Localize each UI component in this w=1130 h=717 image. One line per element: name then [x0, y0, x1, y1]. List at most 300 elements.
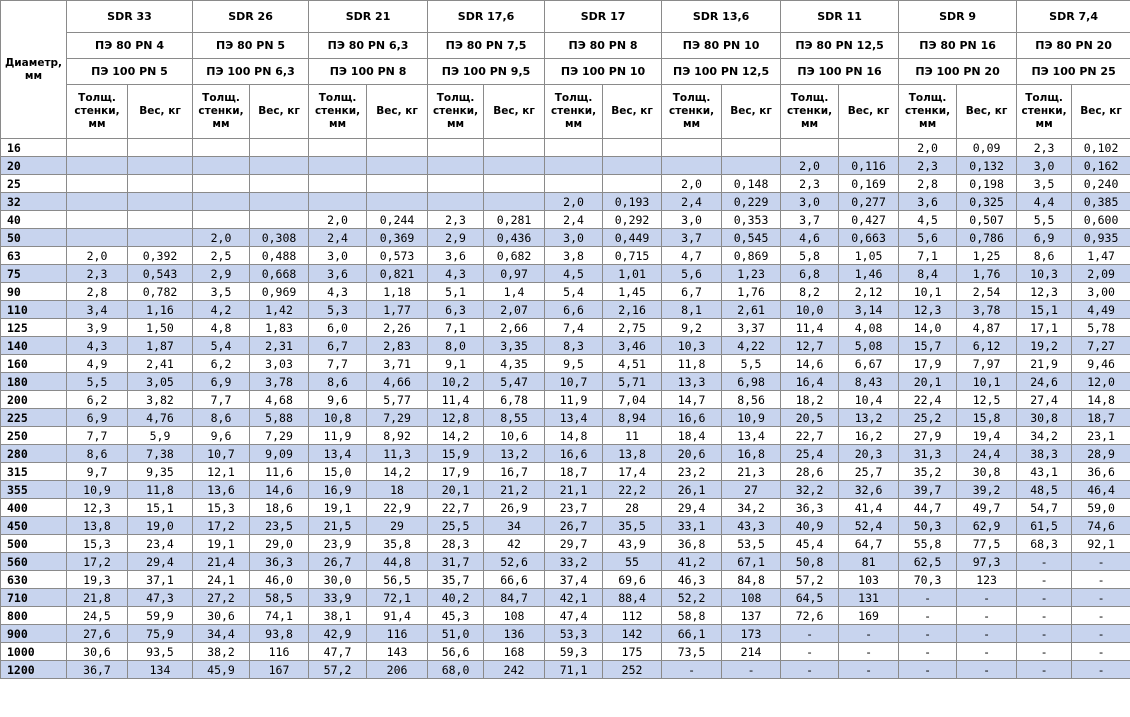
wall-thickness-cell: 3,5: [1017, 175, 1072, 193]
wall-thickness-cell: 2,3: [428, 211, 484, 229]
wall-thickness-cell: 42,1: [545, 589, 603, 607]
weight-cell: 37,1: [128, 571, 193, 589]
wall-thickness-cell: 4,2: [193, 301, 250, 319]
sdr-header: SDR 21: [309, 1, 428, 33]
wall-thickness-cell: 11,9: [545, 391, 603, 409]
weight-cell: 1,25: [957, 247, 1017, 265]
wall-thickness-cell: 41,2: [662, 553, 722, 571]
weight-cell: 0,969: [250, 283, 309, 301]
weight-cell: 0,353: [722, 211, 781, 229]
wall-thickness-cell: 54,7: [1017, 499, 1072, 517]
weight-cell: 5,88: [250, 409, 309, 427]
weight-cell: 0,193: [603, 193, 662, 211]
weight-cell: 2,41: [128, 355, 193, 373]
wall-thickness-cell: 16,4: [781, 373, 839, 391]
wall-thickness-cell: 2,0: [309, 211, 367, 229]
table-row: [1, 553, 1130, 571]
wall-thickness-cell: 15,1: [1017, 301, 1072, 319]
weight-cell: 136: [484, 625, 545, 643]
weight-cell: [128, 211, 193, 229]
wall-thickness-cell: 33,9: [309, 589, 367, 607]
table-row: [1, 463, 1130, 481]
diameter-cell: 280: [1, 445, 67, 463]
weight-cell: 69,6: [603, 571, 662, 589]
sdr-header: SDR 13,6: [662, 1, 781, 33]
wall-thickness-cell: 8,2: [781, 283, 839, 301]
weight-cell: 0,308: [250, 229, 309, 247]
wall-thickness-header: Толщ. стенки, мм: [1017, 85, 1072, 139]
wall-thickness-cell: 19,1: [309, 499, 367, 517]
wall-thickness-cell: [309, 157, 367, 175]
wall-thickness-cell: 6,2: [67, 391, 128, 409]
weight-cell: 29,0: [250, 535, 309, 553]
weight-cell: 19,4: [957, 427, 1017, 445]
wall-thickness-cell: 5,5: [1017, 211, 1072, 229]
wall-thickness-cell: 5,6: [899, 229, 957, 247]
weight-cell: 72,1: [367, 589, 428, 607]
wall-thickness-cell: 6,8: [781, 265, 839, 283]
weight-cell: 137: [722, 607, 781, 625]
wall-thickness-cell: 2,0: [662, 175, 722, 193]
weight-cell: 55: [603, 553, 662, 571]
table-row: [1, 211, 1130, 229]
weight-cell: 36,3: [250, 553, 309, 571]
weight-cell: 173: [722, 625, 781, 643]
wall-thickness-cell: 44,7: [899, 499, 957, 517]
weight-cell: 3,78: [957, 301, 1017, 319]
weight-cell: 3,00: [1072, 283, 1130, 301]
wall-thickness-cell: 23,9: [309, 535, 367, 553]
diameter-cell: 200: [1, 391, 67, 409]
weight-cell: 0,869: [722, 247, 781, 265]
weight-cell: 1,05: [839, 247, 899, 265]
weight-cell: [839, 139, 899, 157]
weight-cell: 20,3: [839, 445, 899, 463]
weight-cell: 0,369: [367, 229, 428, 247]
weight-cell: 5,5: [722, 355, 781, 373]
weight-cell: 0,488: [250, 247, 309, 265]
weight-cell: 27: [722, 481, 781, 499]
wall-thickness-cell: 8,0: [428, 337, 484, 355]
weight-cell: 167: [250, 661, 309, 679]
table-row: [1, 139, 1130, 157]
weight-cell: 46,4: [1072, 481, 1130, 499]
wall-thickness-cell: [662, 139, 722, 157]
wall-thickness-cell: 2,0: [67, 247, 128, 265]
wall-thickness-cell: 45,9: [193, 661, 250, 679]
weight-cell: [128, 193, 193, 211]
weight-cell: [128, 229, 193, 247]
wall-thickness-cell: 16,6: [545, 445, 603, 463]
weight-cell: 8,56: [722, 391, 781, 409]
wall-thickness-cell: 2,0: [193, 229, 250, 247]
wall-thickness-cell: 2,3: [1017, 139, 1072, 157]
weight-cell: 0,507: [957, 211, 1017, 229]
wall-thickness-cell: 8,6: [309, 373, 367, 391]
weight-cell: -: [839, 661, 899, 679]
wall-thickness-cell: 2,0: [899, 139, 957, 157]
weight-cell: 88,4: [603, 589, 662, 607]
wall-thickness-cell: 22,7: [428, 499, 484, 517]
weight-cell: 4,22: [722, 337, 781, 355]
wall-thickness-cell: 47,7: [309, 643, 367, 661]
wall-thickness-cell: 4,4: [1017, 193, 1072, 211]
weight-cell: 5,78: [1072, 319, 1130, 337]
weight-cell: 0,385: [1072, 193, 1130, 211]
weight-cell: 13,2: [839, 409, 899, 427]
weight-cell: 108: [722, 589, 781, 607]
wall-thickness-cell: 3,5: [193, 283, 250, 301]
wall-thickness-cell: 17,1: [1017, 319, 1072, 337]
diameter-cell: 125: [1, 319, 67, 337]
weight-cell: 8,92: [367, 427, 428, 445]
weight-cell: 2,66: [484, 319, 545, 337]
wall-thickness-cell: -: [1017, 643, 1072, 661]
weight-cell: 2,83: [367, 337, 428, 355]
weight-cell: 1,83: [250, 319, 309, 337]
wall-thickness-cell: 9,2: [662, 319, 722, 337]
sdr-header: SDR 33: [67, 1, 193, 33]
wall-thickness-cell: 9,6: [309, 391, 367, 409]
wall-thickness-cell: 8,3: [545, 337, 603, 355]
diameter-cell: 63: [1, 247, 67, 265]
wall-thickness-cell: [67, 211, 128, 229]
wall-thickness-cell: 10,9: [67, 481, 128, 499]
weight-cell: 9,46: [1072, 355, 1130, 373]
weight-cell: 1,87: [128, 337, 193, 355]
wall-thickness-cell: 19,3: [67, 571, 128, 589]
weight-cell: 0,325: [957, 193, 1017, 211]
weight-cell: [484, 175, 545, 193]
diameter-cell: 40: [1, 211, 67, 229]
table-row: [1, 355, 1130, 373]
wall-thickness-cell: [193, 139, 250, 157]
table-row: [1, 157, 1130, 175]
wall-thickness-cell: 26,1: [662, 481, 722, 499]
wall-thickness-cell: 47,4: [545, 607, 603, 625]
wall-thickness-cell: 12,3: [899, 301, 957, 319]
wall-thickness-cell: 6,6: [545, 301, 603, 319]
wall-thickness-cell: 13,6: [193, 481, 250, 499]
wall-thickness-cell: 30,6: [193, 607, 250, 625]
weight-cell: 6,78: [484, 391, 545, 409]
wall-thickness-cell: 18,2: [781, 391, 839, 409]
table-row: [1, 409, 1130, 427]
wall-thickness-cell: 48,5: [1017, 481, 1072, 499]
weight-cell: 1,45: [603, 283, 662, 301]
wall-thickness-cell: 3,0: [662, 211, 722, 229]
weight-cell: 0,09: [957, 139, 1017, 157]
weight-cell: [250, 175, 309, 193]
wall-thickness-cell: 34,2: [1017, 427, 1072, 445]
pe80-header: ПЭ 80 PN 10: [662, 33, 781, 59]
diameter-cell: 25: [1, 175, 67, 193]
weight-cell: 7,27: [1072, 337, 1130, 355]
wall-thickness-cell: 14,7: [662, 391, 722, 409]
weight-cell: 23,5: [250, 517, 309, 535]
wall-thickness-cell: 3,0: [545, 229, 603, 247]
wall-thickness-cell: 11,9: [309, 427, 367, 445]
table-row: [1, 247, 1130, 265]
table-row: [1, 229, 1130, 247]
weight-cell: 16,7: [484, 463, 545, 481]
weight-cell: -: [1072, 607, 1130, 625]
weight-cell: 242: [484, 661, 545, 679]
wall-thickness-cell: 27,6: [67, 625, 128, 643]
pe80-header: ПЭ 80 PN 16: [899, 33, 1017, 59]
table-row: [1, 319, 1130, 337]
weight-cell: 4,49: [1072, 301, 1130, 319]
wall-thickness-cell: 23,7: [545, 499, 603, 517]
weight-cell: [722, 139, 781, 157]
wall-thickness-cell: [781, 139, 839, 157]
weight-cell: -: [1072, 643, 1130, 661]
weight-cell: 0,244: [367, 211, 428, 229]
wall-thickness-cell: [309, 175, 367, 193]
weight-cell: 97,3: [957, 553, 1017, 571]
wall-thickness-header: Толщ. стенки, мм: [545, 85, 603, 139]
pe100-header: ПЭ 100 PN 25: [1017, 59, 1130, 85]
weight-cell: 2,16: [603, 301, 662, 319]
wall-thickness-cell: 12,3: [67, 499, 128, 517]
weight-cell: 1,77: [367, 301, 428, 319]
wall-thickness-cell: 6,9: [1017, 229, 1072, 247]
weight-cell: 3,37: [722, 319, 781, 337]
weight-cell: 15,1: [128, 499, 193, 517]
weight-cell: 12,5: [957, 391, 1017, 409]
wall-thickness-cell: 15,3: [67, 535, 128, 553]
wall-thickness-cell: [193, 157, 250, 175]
wall-thickness-cell: 17,9: [428, 463, 484, 481]
wall-thickness-cell: 2,5: [193, 247, 250, 265]
wall-thickness-cell: 59,3: [545, 643, 603, 661]
weight-cell: 175: [603, 643, 662, 661]
wall-thickness-cell: 4,3: [309, 283, 367, 301]
weight-cell: [128, 175, 193, 193]
wall-thickness-cell: 2,0: [545, 193, 603, 211]
wall-thickness-cell: 8,4: [899, 265, 957, 283]
weight-cell: 1,76: [722, 283, 781, 301]
pe80-header: ПЭ 80 PN 7,5: [428, 33, 545, 59]
wall-thickness-cell: 31,7: [428, 553, 484, 571]
wall-thickness-cell: 27,2: [193, 589, 250, 607]
weight-cell: 67,1: [722, 553, 781, 571]
weight-cell: 59,0: [1072, 499, 1130, 517]
table-row: [1, 391, 1130, 409]
wall-thickness-cell: 21,5: [309, 517, 367, 535]
sdr-header: SDR 17: [545, 1, 662, 33]
weight-cell: -: [957, 607, 1017, 625]
wall-thickness-cell: 20,6: [662, 445, 722, 463]
weight-cell: 34,2: [722, 499, 781, 517]
weight-cell: 1,50: [128, 319, 193, 337]
weight-cell: 0,427: [839, 211, 899, 229]
weight-cell: 1,47: [1072, 247, 1130, 265]
weight-cell: 4,66: [367, 373, 428, 391]
weight-cell: [250, 157, 309, 175]
wall-thickness-cell: 46,3: [662, 571, 722, 589]
weight-cell: 0,132: [957, 157, 1017, 175]
wall-thickness-cell: 19,2: [1017, 337, 1072, 355]
wall-thickness-cell: 43,1: [1017, 463, 1072, 481]
wall-thickness-cell: 45,3: [428, 607, 484, 625]
wall-thickness-header: Толщ. стенки, мм: [662, 85, 722, 139]
wall-thickness-cell: -: [899, 625, 957, 643]
weight-cell: 0,668: [250, 265, 309, 283]
weight-cell: 0,281: [484, 211, 545, 229]
weight-cell: 59,9: [128, 607, 193, 625]
wall-thickness-cell: 9,5: [545, 355, 603, 373]
weight-cell: 1,01: [603, 265, 662, 283]
weight-cell: 1,46: [839, 265, 899, 283]
weight-cell: 14,2: [367, 463, 428, 481]
wall-thickness-cell: [193, 175, 250, 193]
wall-thickness-cell: 15,7: [899, 337, 957, 355]
wall-thickness-cell: 2,9: [428, 229, 484, 247]
wall-thickness-cell: 2,3: [899, 157, 957, 175]
wall-thickness-cell: -: [781, 625, 839, 643]
diameter-cell: 400: [1, 499, 67, 517]
weight-cell: [367, 139, 428, 157]
weight-cell: 84,7: [484, 589, 545, 607]
wall-thickness-cell: 3,8: [545, 247, 603, 265]
wall-thickness-cell: -: [1017, 571, 1072, 589]
wall-thickness-cell: 10,7: [545, 373, 603, 391]
wall-thickness-cell: 5,3: [309, 301, 367, 319]
weight-cell: 2,61: [722, 301, 781, 319]
weight-cell: 18,7: [1072, 409, 1130, 427]
weight-cell: -: [957, 625, 1017, 643]
weight-cell: 32,6: [839, 481, 899, 499]
weight-cell: 35,5: [603, 517, 662, 535]
weight-cell: 17,4: [603, 463, 662, 481]
weight-cell: 14,8: [1072, 391, 1130, 409]
wall-thickness-cell: 10,3: [1017, 265, 1072, 283]
table-row: [1, 499, 1130, 517]
weight-cell: 41,4: [839, 499, 899, 517]
wall-thickness-cell: 12,1: [193, 463, 250, 481]
wall-thickness-cell: 14,2: [428, 427, 484, 445]
wall-thickness-cell: 6,7: [309, 337, 367, 355]
wall-thickness-cell: -: [1017, 607, 1072, 625]
wall-thickness-cell: 14,8: [545, 427, 603, 445]
weight-cell: 5,71: [603, 373, 662, 391]
wall-thickness-cell: 30,8: [1017, 409, 1072, 427]
wall-thickness-cell: 12,3: [1017, 283, 1072, 301]
wall-thickness-cell: [545, 157, 603, 175]
table-row: [1, 445, 1130, 463]
weight-cell: 7,38: [128, 445, 193, 463]
diameter-cell: 710: [1, 589, 67, 607]
weight-cell: 75,9: [128, 625, 193, 643]
wall-thickness-cell: 38,3: [1017, 445, 1072, 463]
weight-cell: -: [957, 661, 1017, 679]
weight-cell: 77,5: [957, 535, 1017, 553]
weight-cell: [128, 139, 193, 157]
weight-cell: 13,4: [722, 427, 781, 445]
wall-thickness-cell: [309, 193, 367, 211]
wall-thickness-cell: -: [1017, 553, 1072, 571]
wall-thickness-cell: 36,8: [662, 535, 722, 553]
wall-thickness-cell: 6,0: [309, 319, 367, 337]
wall-thickness-cell: 25,2: [899, 409, 957, 427]
wall-thickness-cell: 7,7: [67, 427, 128, 445]
wall-thickness-cell: 6,7: [662, 283, 722, 301]
wall-thickness-cell: 73,5: [662, 643, 722, 661]
weight-cell: 7,04: [603, 391, 662, 409]
wall-thickness-cell: 4,9: [67, 355, 128, 373]
weight-cell: 1,16: [128, 301, 193, 319]
weight-cell: -: [839, 643, 899, 661]
pe80-header: ПЭ 80 PN 5: [193, 33, 309, 59]
weight-cell: -: [1072, 625, 1130, 643]
diameter-cell: 1200: [1, 661, 67, 679]
weight-cell: [603, 139, 662, 157]
wall-thickness-cell: -: [781, 643, 839, 661]
wall-thickness-cell: 35,7: [428, 571, 484, 589]
weight-cell: 0,782: [128, 283, 193, 301]
diameter-cell: 90: [1, 283, 67, 301]
wall-thickness-cell: 10,7: [193, 445, 250, 463]
weight-cell: 26,9: [484, 499, 545, 517]
weight-cell: 49,7: [957, 499, 1017, 517]
wall-thickness-cell: [309, 139, 367, 157]
diameter-cell: 355: [1, 481, 67, 499]
pe100-header: ПЭ 100 PN 12,5: [662, 59, 781, 85]
wall-thickness-cell: 18,4: [662, 427, 722, 445]
wall-thickness-cell: 10,8: [309, 409, 367, 427]
weight-cell: 22,2: [603, 481, 662, 499]
diameter-cell: 900: [1, 625, 67, 643]
weight-cell: 0,449: [603, 229, 662, 247]
pe80-header: ПЭ 80 PN 12,5: [781, 33, 899, 59]
wall-thickness-cell: 13,4: [309, 445, 367, 463]
wall-thickness-cell: [67, 229, 128, 247]
wall-thickness-cell: 17,9: [899, 355, 957, 373]
weight-header: Вес, кг: [1072, 85, 1130, 139]
wall-thickness-cell: 68,3: [1017, 535, 1072, 553]
wall-thickness-cell: 52,2: [662, 589, 722, 607]
weight-cell: 0,169: [839, 175, 899, 193]
weight-cell: 8,94: [603, 409, 662, 427]
wall-thickness-cell: 4,3: [67, 337, 128, 355]
weight-cell: 143: [367, 643, 428, 661]
weight-cell: 19,0: [128, 517, 193, 535]
weight-cell: 116: [367, 625, 428, 643]
weight-cell: [367, 157, 428, 175]
weight-cell: 30,8: [957, 463, 1017, 481]
weight-cell: 6,12: [957, 337, 1017, 355]
diameter-cell: 1000: [1, 643, 67, 661]
weight-cell: 1,18: [367, 283, 428, 301]
wall-thickness-header: Толщ. стенки, мм: [899, 85, 957, 139]
diameter-header: Диаметр, мм: [1, 1, 67, 139]
pe100-header: ПЭ 100 PN 5: [67, 59, 193, 85]
weight-cell: 29: [367, 517, 428, 535]
wall-thickness-cell: 4,5: [899, 211, 957, 229]
wall-thickness-cell: 8,6: [67, 445, 128, 463]
wall-thickness-cell: 23,2: [662, 463, 722, 481]
weight-cell: 13,8: [603, 445, 662, 463]
weight-cell: 4,68: [250, 391, 309, 409]
weight-cell: 11: [603, 427, 662, 445]
wall-thickness-cell: 26,7: [545, 517, 603, 535]
diameter-cell: 32: [1, 193, 67, 211]
weight-cell: 7,29: [250, 427, 309, 445]
pe100-header: ПЭ 100 PN 8: [309, 59, 428, 85]
weight-cell: 5,9: [128, 427, 193, 445]
weight-cell: 52,6: [484, 553, 545, 571]
